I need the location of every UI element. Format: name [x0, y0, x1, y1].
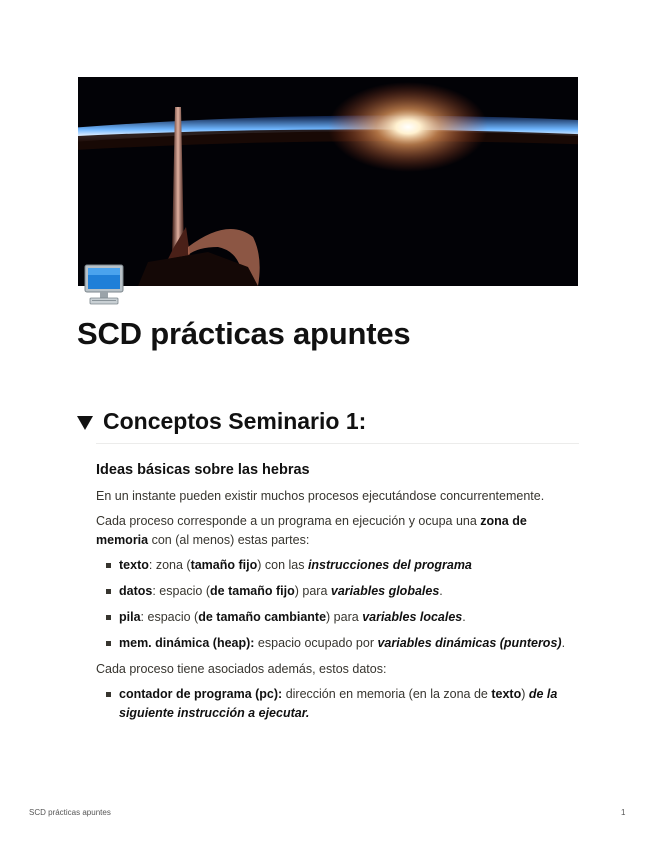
section-content [96, 459, 581, 730]
footer-doc-title: SCD prácticas apuntes [29, 808, 111, 817]
page-number: 1 [621, 808, 626, 817]
toggle-arrow-down-icon[interactable] [77, 416, 93, 430]
page-title: SCD prácticas apuntes [77, 316, 411, 351]
desktop-computer-icon[interactable] [82, 262, 126, 308]
list-item: datos: espacio (de tamaño fijo) para variables globales. [119, 582, 581, 601]
paragraph: Cada proceso tiene asociados además, estos datos: [96, 662, 387, 676]
list-item: contador de programa (pc): dirección en memoria (en la zona de texto) de la siguiente instrucción a ejecutar. [119, 685, 581, 723]
divider [96, 443, 579, 444]
process-data-list [96, 685, 581, 723]
list-item: mem. dinámica (heap): espacio ocupado por variables dinámicas (punteros). [119, 634, 581, 653]
list-item: texto: zona (tamaño fijo) con las instrucciones del programa [119, 556, 581, 575]
memory-parts-list [96, 556, 581, 653]
paragraph: En un instante pueden existir muchos procesos ejecutándose concurrentemente. [96, 489, 545, 503]
list-item: pila: espacio (de tamaño cambiante) para variables locales. [119, 608, 581, 627]
section-toggle[interactable] [77, 408, 579, 435]
cover-image [78, 77, 578, 286]
section-heading: Conceptos Seminario 1: [103, 408, 367, 434]
paragraph: Cada proceso corresponde a un programa en ejecución y ocupa una zona de memoria con (al menos) estas partes: [96, 514, 527, 547]
subheading: Ideas básicas sobre las hebras [96, 462, 310, 478]
